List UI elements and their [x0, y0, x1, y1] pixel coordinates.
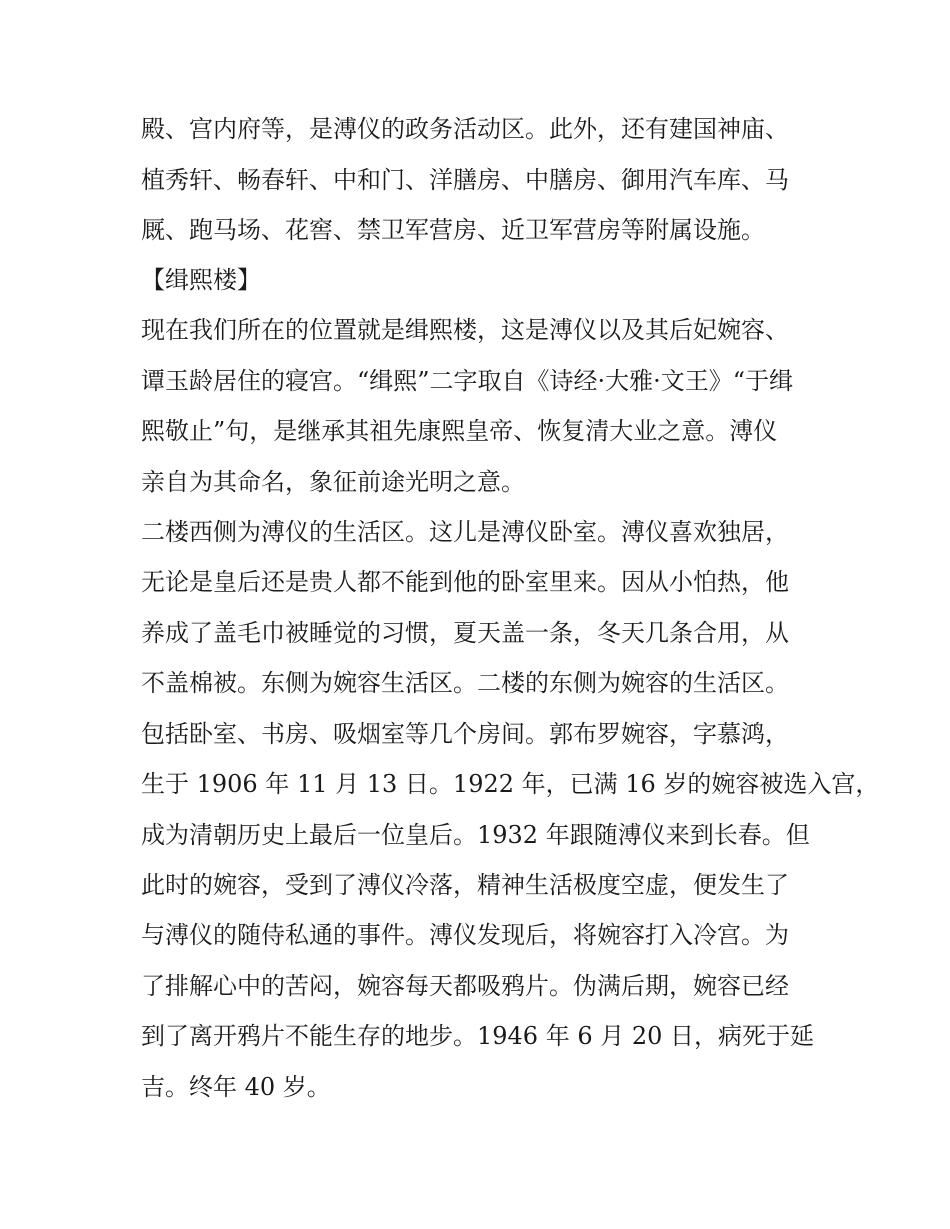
para2-line-7: 成为清朝历史上最后一位皇后。1932 年跟随溥仪来到长春。但	[141, 821, 810, 849]
para2-line-4: 不盖棉被。东侧为婉容生活区。二楼的东侧为婉容的生活区。	[141, 669, 789, 697]
para2-line-5: 包括卧室、书房、吸烟室等几个房间。郭布罗婉容，字慕鸿，	[141, 720, 789, 748]
para2-line-8: 此时的婉容，受到了溥仪冷落，精神生活极度空虚，便发生了	[141, 871, 789, 899]
para2-line-6: 生于 1906 年 11 月 13 日。1922 年，已满 16 岁的婉容被选入宫，	[141, 770, 880, 798]
para2-line-10: 了排解心中的苦闷，婉容每天都吸鸦片。伪满后期，婉容已经	[141, 972, 789, 1000]
para2-line-12: 吉。终年 40 岁。	[141, 1073, 331, 1101]
para1-line-1: 现在我们所在的位置就是缉熙楼，这是溥仪以及其后妃婉容、	[141, 316, 789, 344]
para1-line-3: 熙敬止”句，是继承其祖先康熙皇帝、恢复清大业之意。溥仪	[141, 417, 778, 445]
para1-line-4: 亲自为其命名，象征前途光明之意。	[141, 468, 525, 496]
section-heading: 【缉熙楼】	[141, 266, 261, 294]
intro-line-1: 殿、宫内府等，是溥仪的政务活动区。此外，还有建国神庙、	[141, 115, 789, 143]
para2-line-11: 到了离开鸦片不能生存的地步。1946 年 6 月 20 日，病死于延	[141, 1022, 815, 1050]
intro-line-2: 植秀轩、畅春轩、中和门、洋膳房、中膳房、御用汽车库、马	[141, 166, 789, 194]
para2-line-3: 养成了盖毛巾被睡觉的习惯，夏天盖一条，冬天几条合用，从	[141, 619, 789, 647]
para2-line-1: 二楼西侧为溥仪的生活区。这儿是溥仪卧室。溥仪喜欢独居，	[141, 518, 789, 546]
para2-line-2: 无论是皇后还是贵人都不能到他的卧室里来。因从小怕热，他	[141, 568, 789, 596]
intro-line-3: 厩、跑马场、花窖、禁卫军营房、近卫军营房等附属设施。	[141, 216, 765, 244]
para2-line-9: 与溥仪的随侍私通的事件。溥仪发现后，将婉容打入冷宫。为	[141, 921, 789, 949]
para1-line-2: 谭玉龄居住的寝宫。“缉熙”二字取自《诗经·大雅·文王》“于缉	[141, 367, 794, 395]
